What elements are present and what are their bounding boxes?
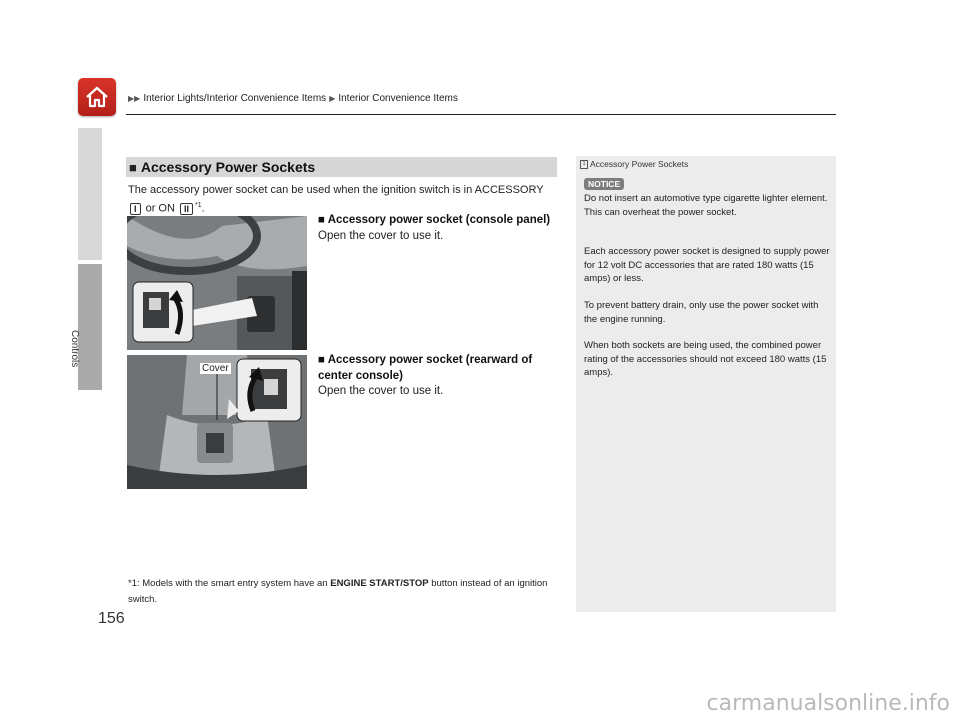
watermark-text: carmanualsonline.info — [706, 691, 950, 716]
breadcrumb — [128, 93, 458, 104]
section-header — [126, 157, 557, 177]
side-note-title: 1 Accessory Power Sockets — [580, 159, 688, 169]
console-socket-photo — [127, 216, 307, 350]
footnote-bold: ENGINE START/STOP — [330, 578, 429, 589]
breadcrumb-arrow-icon: ▶▶ — [128, 94, 141, 103]
note-paragraph-combined: When both sockets are being used, the combined power rating of the accessories should not exceed 180 watts (15 amps). — [584, 340, 827, 378]
footnote-prefix: *1: Models with the smart entry system have an — [128, 578, 328, 589]
footnote-ref[interactable]: *1 — [195, 202, 202, 209]
home-icon — [83, 83, 111, 111]
subsection-heading-console: ■ Accessory power socket (console panel) — [318, 214, 551, 226]
subsection-square-icon: ■ — [318, 354, 328, 366]
key-accessory-icon: I — [130, 203, 141, 215]
side-tab-label: Controls — [69, 330, 80, 368]
key-on-icon: II — [180, 203, 193, 215]
subsection-body-rear: Open the cover to use it. — [318, 385, 444, 397]
rear-socket-photo — [127, 355, 307, 489]
side-note-panel — [576, 156, 836, 612]
header-divider — [126, 114, 836, 115]
breadcrumb-arrow-icon: ▶ — [329, 94, 336, 103]
side-tab-top — [78, 128, 102, 260]
subsection-square-icon: ■ — [318, 214, 328, 226]
footnote-suffix: button instead of an ignition switch. — [128, 578, 548, 605]
notice-badge: NOTICE — [584, 178, 624, 190]
note-paragraph-battery: To prevent battery drain, only use the power socket with the engine running. — [584, 300, 819, 325]
subsection-body-console: Open the cover to use it. — [318, 230, 444, 242]
note-ref-icon: 1 — [580, 160, 588, 169]
home-button[interactable] — [78, 78, 116, 116]
breadcrumb-item-lights[interactable]: Interior Lights/Interior Convenience Items — [143, 93, 327, 104]
intro-text: The accessory power socket can be used when the ignition switch is in ACCESSORY — [128, 184, 544, 196]
cover-callout-label: Cover — [202, 363, 229, 374]
section-title: Accessory Power Sockets — [140, 159, 316, 175]
intro-or-on: or ON — [145, 202, 175, 215]
footnote — [128, 576, 560, 608]
section-square-icon: ■ — [129, 159, 137, 175]
page-number: 156 — [98, 610, 125, 627]
note-paragraph-rating: Each accessory power socket is designed to supply power for 12 volt DC accessories that are rated 180 watts (15 amps) or less. — [584, 246, 830, 284]
intro-period: . — [201, 202, 205, 215]
breadcrumb-item-convenience[interactable]: Interior Convenience Items — [338, 93, 458, 104]
notice-text: Do not insert an automotive type cigarette lighter element. This can overheat the power socket. — [584, 193, 828, 218]
subsection-heading-rear: ■ Accessory power socket (rearward of center console) — [318, 354, 533, 382]
side-tab-controls[interactable] — [78, 264, 102, 390]
